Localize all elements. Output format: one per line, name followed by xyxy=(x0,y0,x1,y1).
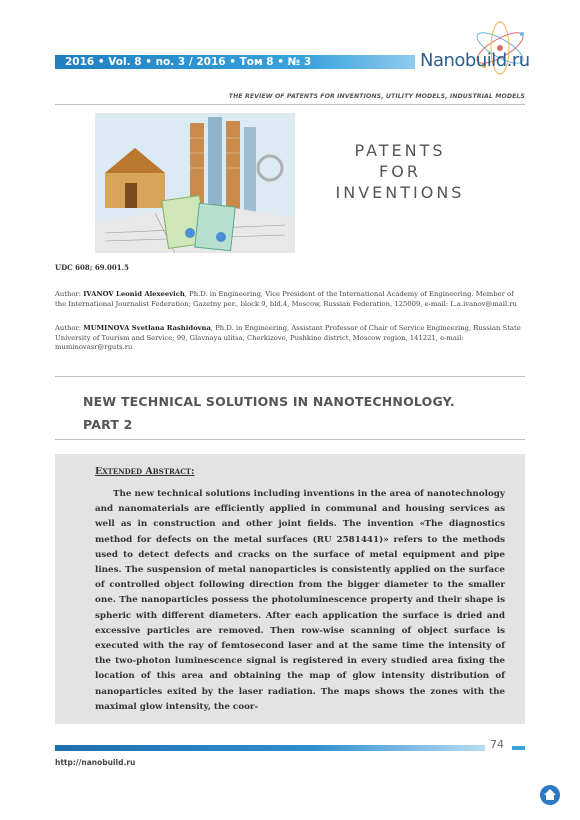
journal-subtitle: THE REVIEW OF PATENTS FOR INVENTIONS, UTILITY MODELS, INDUSTRIAL MODELS xyxy=(228,93,525,100)
home-icon xyxy=(540,785,560,805)
abstract-heading: Extended Abstract: xyxy=(95,466,195,477)
author-details: , Ph.D. in Engineering, Vice President of the International Academy of Engineering. Member of the International Journalist Federation; Gazetny per., block 9, bld.4, Moscow, Russian Federation, 125009, e-mail: L.a.ivanov@mail.ru xyxy=(55,290,517,308)
footer-bar xyxy=(55,745,485,751)
section-line-2: FOR xyxy=(379,162,421,181)
home-button[interactable] xyxy=(540,785,560,805)
section-label xyxy=(300,140,500,203)
author-prefix: Author: xyxy=(55,290,84,298)
page-number: 74 xyxy=(490,738,504,751)
issue-banner xyxy=(55,55,415,69)
author-name: IVANOV Leonid Alexeevich xyxy=(83,290,185,298)
issue-text: 2016 • Vol. 8 • no. 3 / 2016 • Том 8 • № 3 xyxy=(65,56,312,68)
section-line-1: PATENTS xyxy=(354,141,446,160)
article-title-line-2: PART 2 xyxy=(83,417,133,432)
author-prefix: Author: xyxy=(55,324,84,332)
header-divider xyxy=(55,104,525,105)
section-line-3: INVENTIONS xyxy=(335,183,465,202)
site-url-link[interactable]: http://nanobuild.ru xyxy=(55,758,136,767)
site-logo[interactable]: Nanobuild.ru xyxy=(420,50,530,71)
article-title-line-1: NEW TECHNICAL SOLUTIONS IN NANOTECHNOLOGY. xyxy=(83,394,455,409)
author-name: MUMINOVA Svetlana Rashidovna xyxy=(83,324,211,332)
title-bottom-divider xyxy=(55,439,525,440)
udc-code: UDC 608; 69.001.5 xyxy=(55,263,129,272)
abstract-body: The new technical solutions including inventions in the area of nanotechnology and nanomaterials are efficiently applied in communal and housing services as well as in construction and other joint fields. The invention «The diagnostics method for defects on the metal surfaces (RU 2581441)» refers to the methods used to detect defects and cracks on the surface of metal equipment and pipe lines. The suspension of metal nanoparticles is consistently applied on the surface of controlled object following direction from the bigger diameter to the smaller one. The nanoparticles possess the photoluminescence property and their shape is spheric with different diameters. After each application the surface is dried and excessive particles are removed. Then row-wise scanning of object surface is executed with the ray of femtosecond laser and at the same time the intensity of the two-photon luminescence signal is registered in every studied area fixing the location of this area and obtaining the map of glow intensity distribution of nanoparticles exited by the laser radiation. The maps shows the zones with the maximal glow intensity, the coor- xyxy=(95,489,505,712)
title-top-divider xyxy=(55,376,525,377)
hero-illustration xyxy=(95,113,295,253)
extended-abstract xyxy=(55,454,525,724)
author-info-1 xyxy=(55,290,525,309)
author-info-2 xyxy=(55,324,525,353)
page-number-marker xyxy=(512,746,525,750)
author-details: , Ph.D. in Engineering, Assistant Professor of Chair of Service Engineering, Russian State University of Tourism and Service; 99, Glavnaya ulitsa, Cherkizovo, Pushkino district, Moscow region, 141221, e-mail: muminovasr@rguts.ru xyxy=(55,324,521,351)
article-title xyxy=(83,390,455,436)
